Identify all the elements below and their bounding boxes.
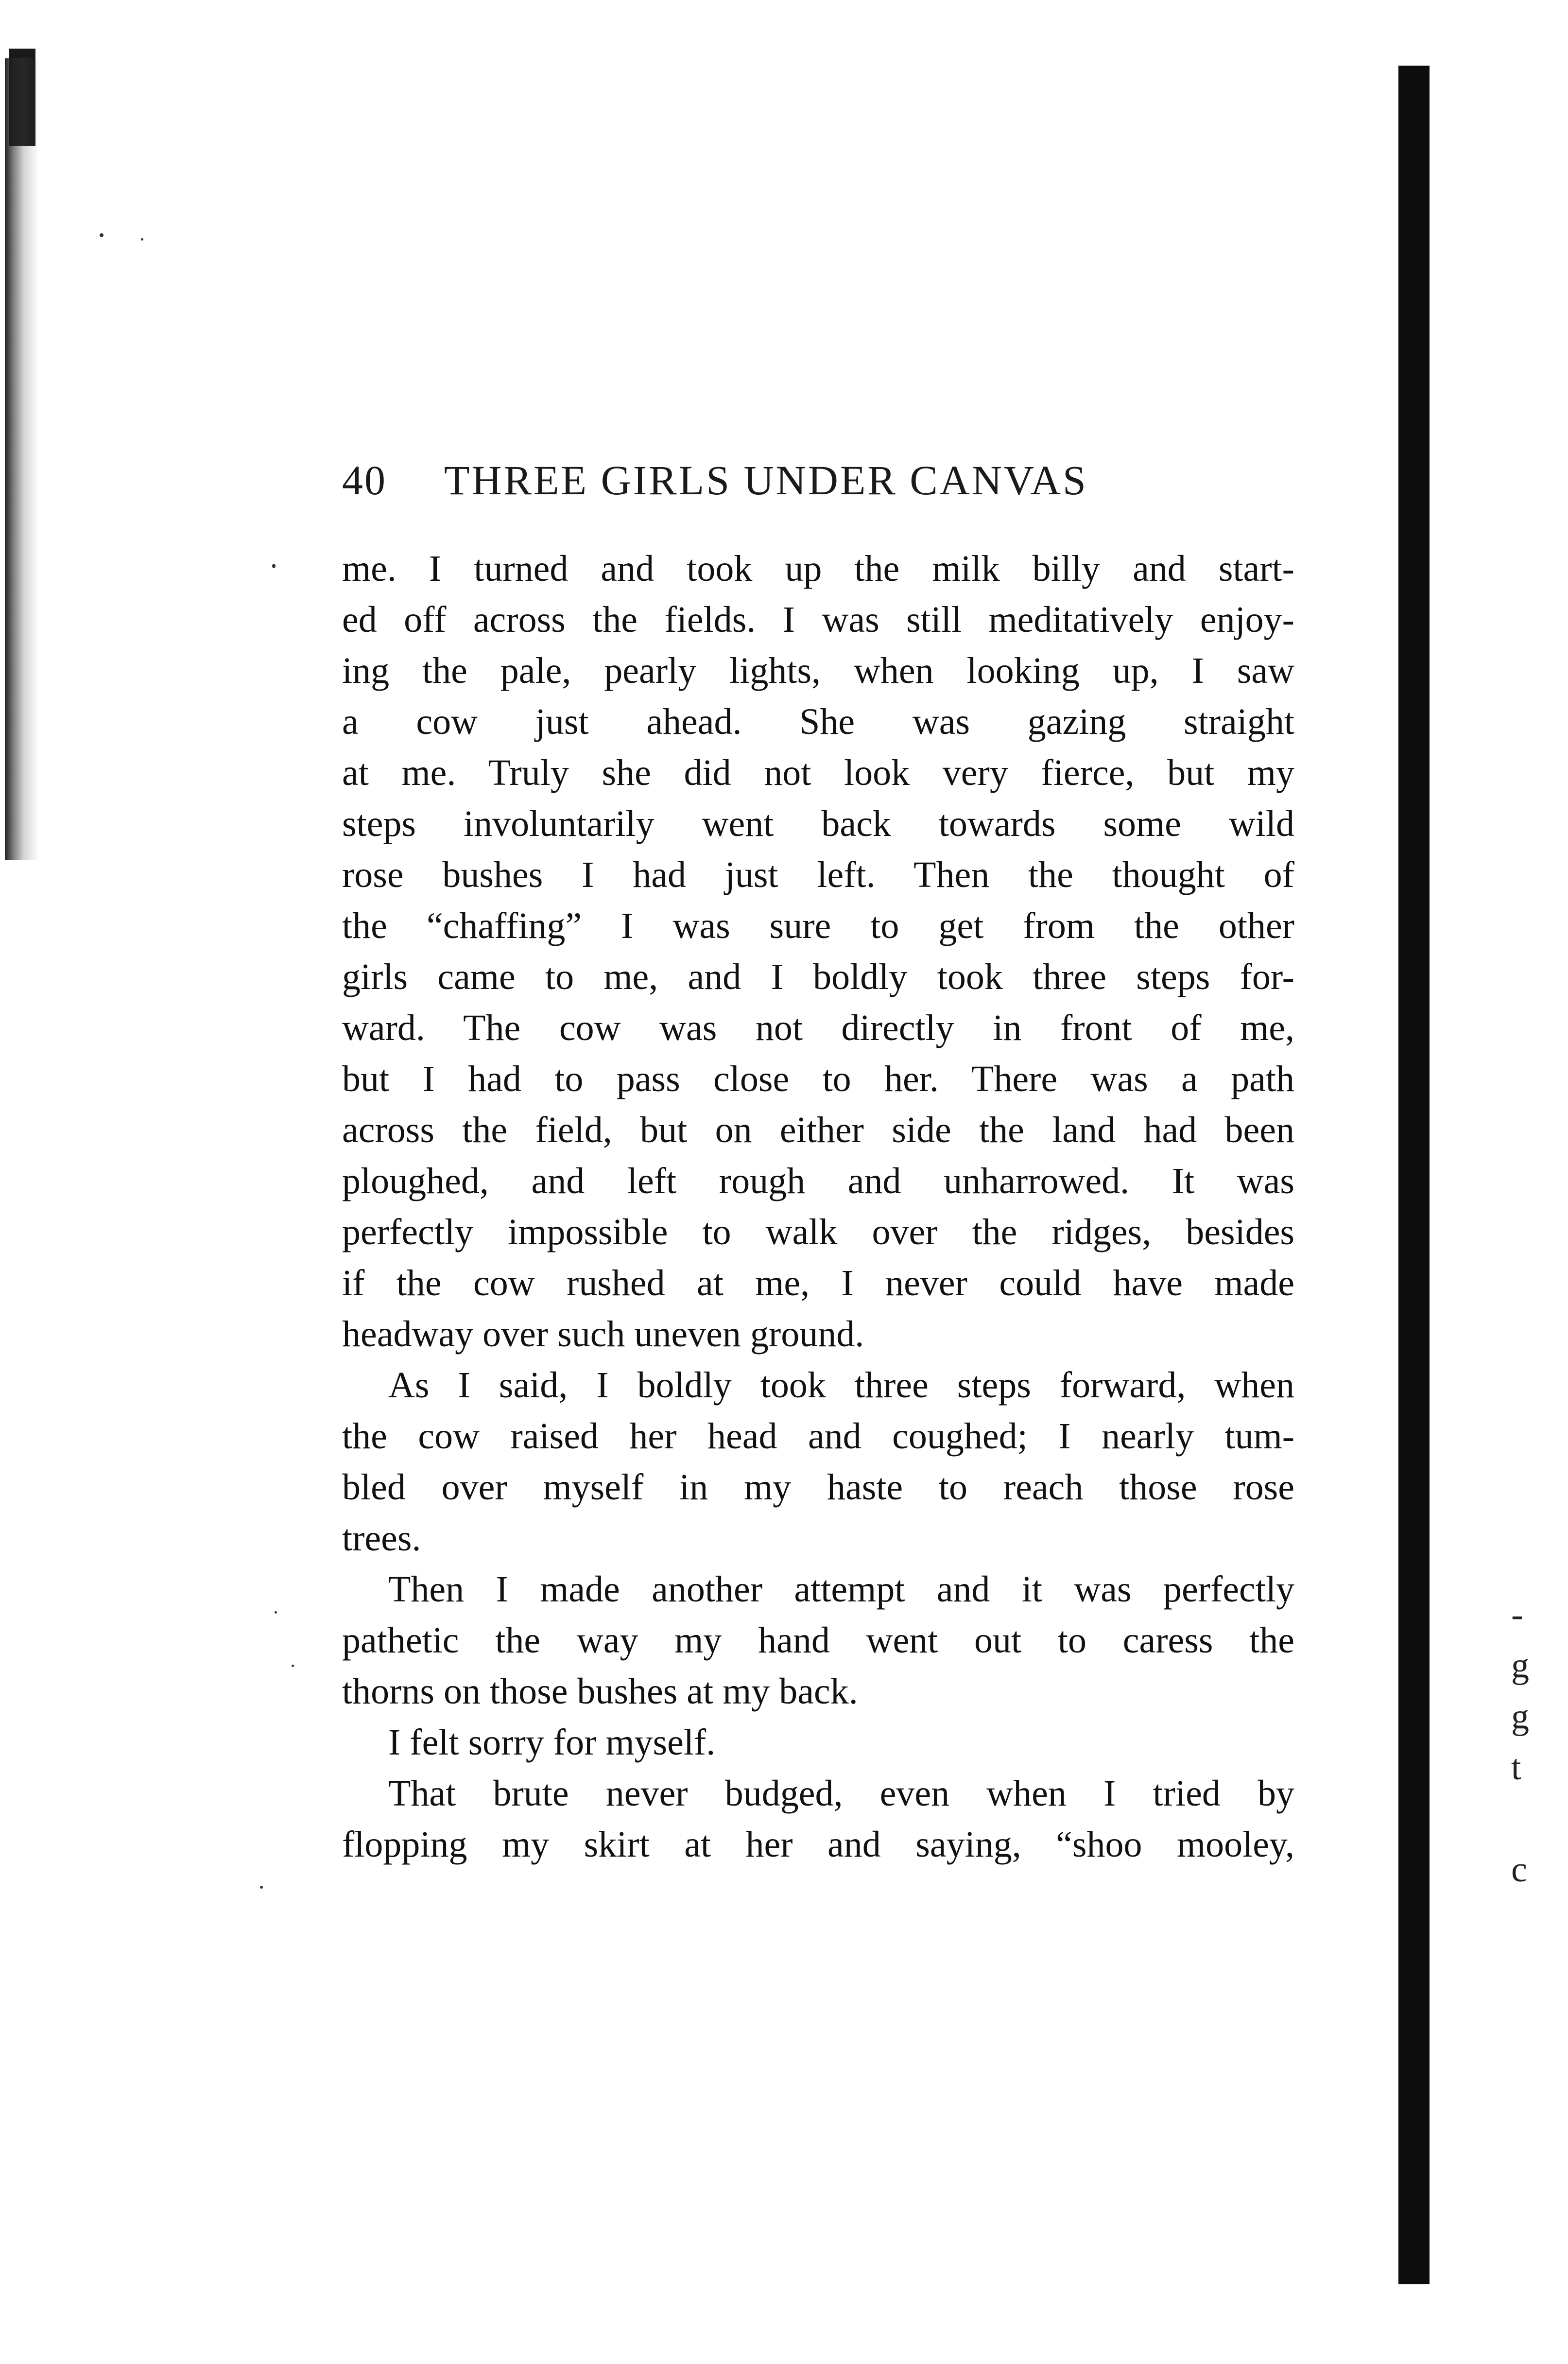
text-line: perfectly impossible to walk over the ridges, besides xyxy=(342,1212,1294,1252)
running-head xyxy=(342,456,1294,504)
text-line: ploughed, and left rough and unharrowed. It was xyxy=(342,1161,1294,1201)
fragment-letter: g xyxy=(1511,1646,1529,1686)
text-line: a cow just ahead. She was gazing straight xyxy=(342,701,1294,742)
scan-speck xyxy=(100,233,103,237)
text-line: but I had to pass close to her. There was a path xyxy=(342,1059,1294,1099)
text-line: at me. Truly she did not look very fierce, but my xyxy=(342,752,1294,793)
text-line: thorns on those bushes at my back. xyxy=(342,1671,858,1712)
text-line: across the field, but on either side the land had been xyxy=(342,1110,1294,1150)
text-line: ed off across the fields. I was still meditatively enjoy- xyxy=(342,599,1294,640)
scan-speck xyxy=(272,564,276,568)
fragment-letter: g xyxy=(1511,1697,1529,1737)
scan-speck xyxy=(275,1611,277,1614)
running-title: THREE GIRLS UNDER CANVAS xyxy=(444,457,1088,504)
text-line: rose bushes I had just left. Then the thought of xyxy=(342,854,1294,895)
text-line: the “chaffing” I was sure to get from the other xyxy=(342,905,1294,946)
fragment-letter: c xyxy=(1511,1850,1527,1890)
text-line: trees. xyxy=(342,1518,421,1559)
body-text xyxy=(342,543,1294,1870)
scan-speck xyxy=(260,1886,263,1889)
text-line: flopping my skirt at her and saying, “shoo mooley, xyxy=(342,1824,1294,1865)
scan-edge-bar xyxy=(1398,66,1430,2284)
adjacent-page-fragments xyxy=(1511,1589,1550,1895)
scan-speck xyxy=(292,1665,294,1667)
text-line: bled over myself in my haste to reach those rose xyxy=(342,1467,1294,1508)
text-line: girls came to me, and I boldly took three steps for- xyxy=(342,956,1294,997)
text-line: if the cow rushed at me, I never could have made xyxy=(342,1263,1294,1304)
scan-speck xyxy=(141,238,143,241)
text-line: As I said, I boldly took three steps forward, when xyxy=(388,1365,1294,1406)
text-line: me. I turned and took up the milk billy and start- xyxy=(342,548,1294,589)
text-line: I felt sorry for myself. xyxy=(388,1722,716,1763)
page-number: 40 xyxy=(342,457,387,504)
text-line: That brute never budged, even when I tried by xyxy=(388,1773,1294,1814)
fragment-letter: - xyxy=(1511,1595,1523,1634)
text-line: headway over such uneven ground. xyxy=(342,1314,864,1355)
text-line: ward. The cow was not directly in front of me, xyxy=(342,1008,1294,1048)
binding-shadow xyxy=(5,58,39,860)
text-line: Then I made another attempt and it was perfectly xyxy=(388,1569,1294,1610)
text-line: steps involuntarily went back towards some wild xyxy=(342,803,1294,844)
fragment-letter: t xyxy=(1511,1748,1521,1788)
text-line: ing the pale, pearly lights, when looking up, I saw xyxy=(342,650,1294,691)
text-line: pathetic the way my hand went out to caress the xyxy=(342,1620,1294,1661)
text-line: the cow raised her head and coughed; I nearly tum- xyxy=(342,1416,1294,1457)
